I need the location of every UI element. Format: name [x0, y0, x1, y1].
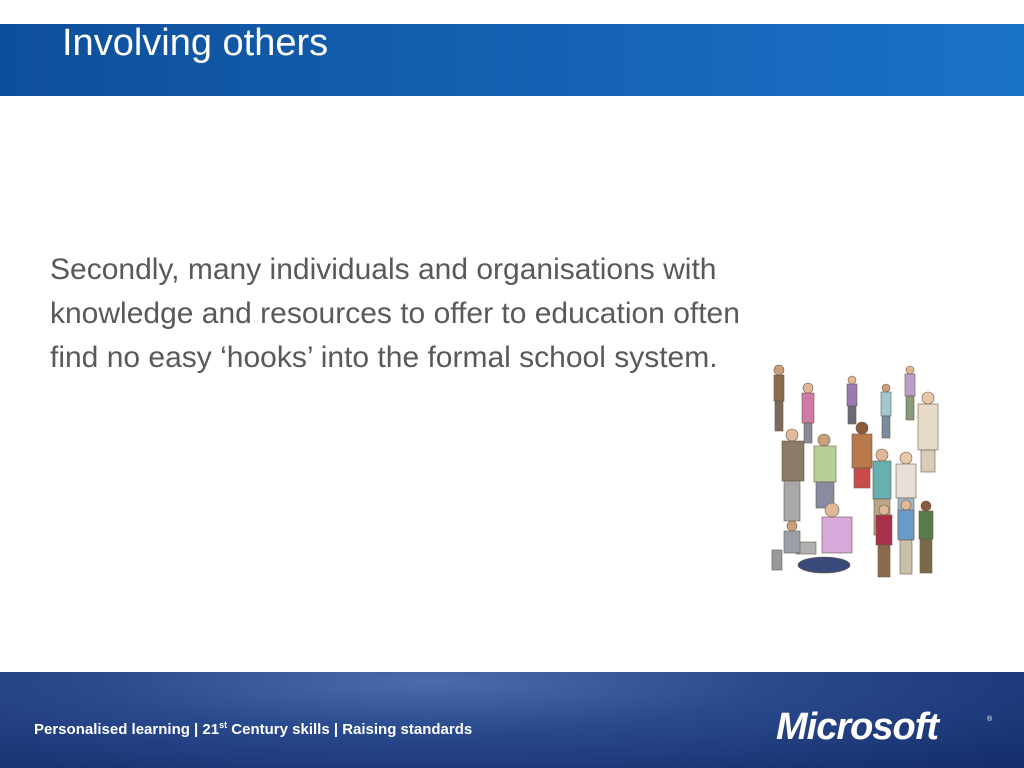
footer-bar — [0, 672, 1024, 768]
person-figure — [905, 366, 915, 420]
person-figure — [847, 376, 857, 424]
footer-tagline-part2: Century skills | Raising standards — [227, 721, 473, 738]
person-figure — [774, 365, 784, 431]
person-figure — [898, 500, 914, 574]
person-figure — [802, 383, 814, 443]
person-figure — [918, 392, 938, 472]
slide-body-text: Secondly, many individuals and organisations with knowledge and resources to offer to education often find no easy ‘hooks’ into the formal school system. — [50, 253, 740, 374]
person-figure — [876, 505, 892, 577]
registered-mark: ® — [987, 716, 993, 723]
person-figure — [919, 501, 933, 573]
slide-title: Involving others — [62, 22, 329, 64]
footer-tagline-superscript: st — [219, 720, 228, 730]
footer-tagline — [34, 720, 472, 738]
microsoft-logo: Microsoft — [776, 706, 938, 748]
person-figure — [782, 429, 804, 521]
crowd-of-people-illustration — [762, 360, 952, 595]
footer-tagline-part1: Personalised learning | 21 — [34, 721, 220, 738]
person-figure — [814, 434, 836, 508]
person-figure — [772, 521, 800, 570]
person-figure — [796, 503, 852, 573]
person-figure — [852, 422, 872, 488]
person-figure — [881, 384, 891, 438]
